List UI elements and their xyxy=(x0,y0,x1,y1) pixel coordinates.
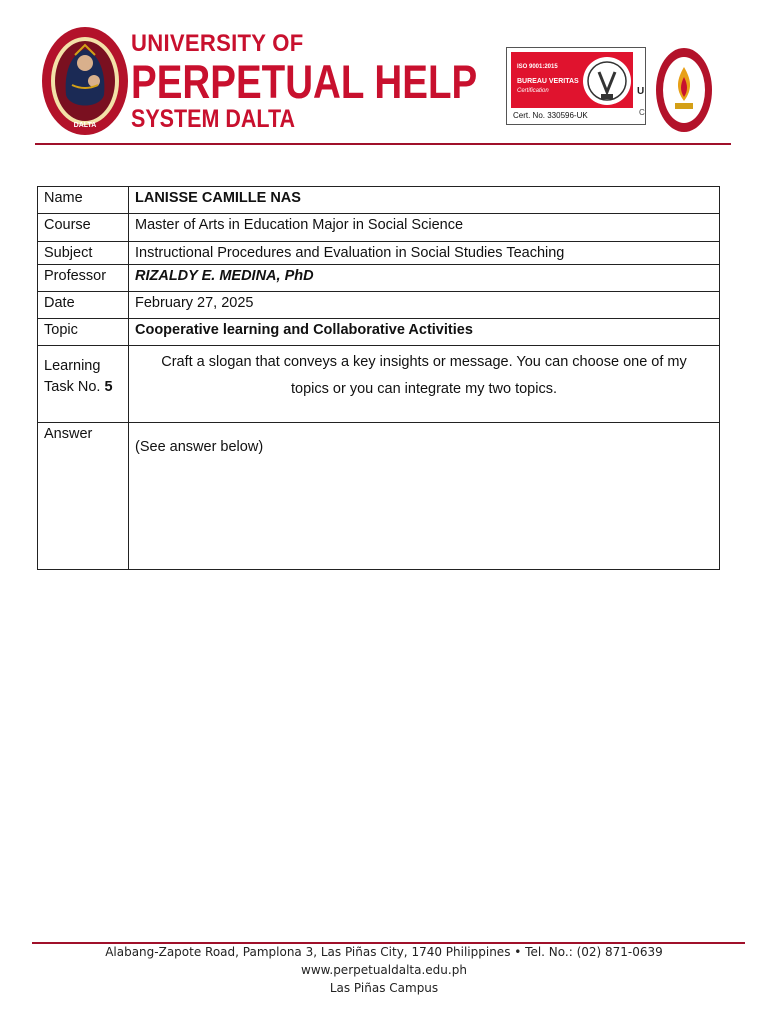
task-number: 5 xyxy=(104,379,113,395)
table-row xyxy=(38,346,720,423)
answer-label: Answer xyxy=(38,423,129,570)
iso-side-small: C xyxy=(639,108,645,117)
table-row xyxy=(38,214,720,242)
iso-type: Certification xyxy=(517,88,549,94)
date-value: February 27, 2025 xyxy=(129,292,720,319)
task-description xyxy=(129,346,720,423)
answer-value: (See answer below) xyxy=(129,423,720,570)
iso-side-letter: U xyxy=(637,86,645,97)
bureau-veritas-emblem-icon xyxy=(581,54,633,108)
task-label-line2: Task No. xyxy=(44,379,101,395)
iso-cert-number: Cert. No. 330596-UK xyxy=(513,111,588,120)
footer-campus: Las Piñas Campus xyxy=(329,981,439,995)
course-value: Master of Arts in Education Major in Social Science xyxy=(129,214,720,242)
name-label: Name xyxy=(38,187,129,214)
professor-value: RIZALDY E. MEDINA, PhD xyxy=(129,265,720,292)
table-row xyxy=(38,242,720,265)
task-text-line1: Craft a slogan that conveys a key insights or message. You can choose one of my xyxy=(161,354,687,370)
name-value: LANISSE CAMILLE NAS xyxy=(129,187,720,214)
iso-certification-badge xyxy=(506,47,646,125)
topic-label: Topic xyxy=(38,319,129,346)
task-label-line1: Learning xyxy=(44,358,101,374)
course-label: Course xyxy=(38,214,129,242)
table-row xyxy=(38,292,720,319)
topic-value: Cooperative learning and Collaborative Activities xyxy=(129,319,720,346)
table-row xyxy=(38,423,720,570)
subject-value: Instructional Procedures and Evaluation in Social Studies Teaching xyxy=(129,242,720,265)
svg-text:DALTA: DALTA xyxy=(73,122,97,129)
footer-divider xyxy=(32,942,745,944)
iso-org: BUREAU VERITAS xyxy=(517,78,579,85)
table-row xyxy=(38,187,720,214)
date-label: Date xyxy=(38,292,129,319)
university-seal-logo xyxy=(40,25,130,137)
title-line-system-dalta: SYSTEM DALTA xyxy=(131,105,296,133)
footer-website: www.perpetualdalta.edu.ph xyxy=(301,963,467,977)
iso-standard: ISO 9001:2015 xyxy=(517,64,558,70)
info-table xyxy=(37,186,720,570)
professor-label: Professor xyxy=(38,265,129,292)
subject-label: Subject xyxy=(38,242,129,265)
header-divider xyxy=(35,143,731,145)
table-row xyxy=(38,265,720,292)
title-line-perpetual-help: PERPETUAL HELP xyxy=(131,55,478,108)
table-row xyxy=(38,319,720,346)
footer-address: Alabang-Zapote Road, Pamplona 3, Las Piñas City, 1740 Philippines • Tel. No.: (02) 871-0639 xyxy=(105,945,663,959)
task-label xyxy=(38,346,129,423)
iso-red-panel xyxy=(511,52,633,108)
title-line-university-of: UNIVERSITY OF xyxy=(131,30,304,57)
task-text-line2: topics or you can integrate my two topics. xyxy=(291,381,557,397)
graduate-school-seal-logo xyxy=(655,47,713,133)
